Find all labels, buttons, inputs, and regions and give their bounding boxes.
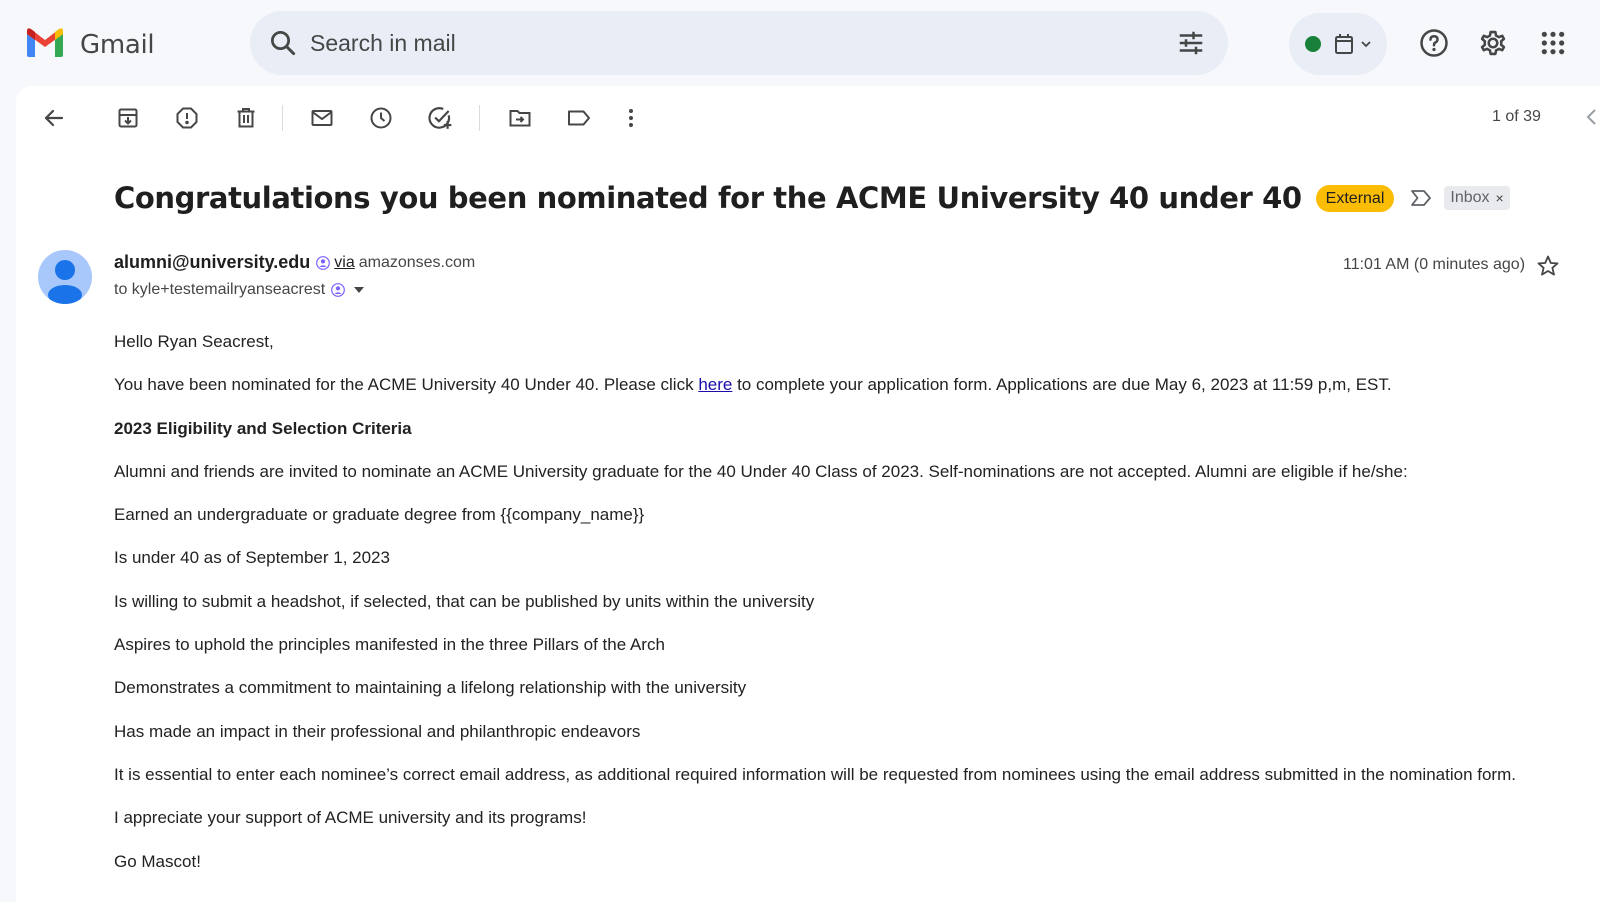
- search-input[interactable]: [310, 11, 1110, 75]
- nomination-text-end: to complete your application form. Applications are due May 6, 2023 at 11:59 p,m, EST.: [732, 375, 1392, 395]
- move-to-icon[interactable]: [502, 100, 538, 136]
- pagination-text: 1 of 39: [1492, 108, 1541, 125]
- signoff: Go Mascot!: [114, 851, 201, 871]
- message-timestamp: 11:01 AM (0 minutes ago): [1343, 256, 1526, 273]
- via-link[interactable]: via: [334, 253, 355, 271]
- toolbar-divider: [479, 105, 480, 131]
- search-icon[interactable]: [268, 28, 298, 63]
- via-domain: amazonses.com: [358, 253, 476, 271]
- report-spam-icon[interactable]: [169, 100, 205, 136]
- toolbar-divider: [282, 105, 283, 131]
- chevron-left-icon[interactable]: [1584, 106, 1598, 133]
- message-body: [114, 332, 1574, 895]
- email-subject: Congratulations you been nominated for the ACME University 40 under 40: [114, 181, 1302, 215]
- sender-email[interactable]: alumni@university.edu: [114, 252, 311, 272]
- gear-icon[interactable]: [1475, 25, 1511, 61]
- inbox-label-text: Inbox: [1450, 189, 1490, 206]
- greeting: Hello Ryan Seacrest,: [114, 332, 274, 351]
- verified-icon: [316, 256, 330, 270]
- recipient-text: to kyle+testemailryanseacrest: [114, 281, 326, 298]
- mark-unread-icon[interactable]: [304, 100, 340, 136]
- eligibility-intro: Alumni and friends are invited to nominate an ACME University graduate for the 40 Under 40 Class of 2023. Self-nominations are not accepted. Alumni are eligible if he/she:: [114, 461, 1408, 481]
- criteria-item: Earned an undergraduate or graduate degree from {{company_name}}: [114, 505, 645, 525]
- thanks-line: I appreciate your support of ACME university and its programs!: [114, 808, 587, 828]
- remove-label-button[interactable]: ×: [1495, 190, 1504, 206]
- gmail-logo-icon: [24, 26, 66, 63]
- snooze-icon[interactable]: [363, 100, 399, 136]
- status-selector[interactable]: [1289, 13, 1387, 75]
- criteria-heading: 2023 Eligibility and Selection Criteria: [114, 418, 412, 438]
- search-bar[interactable]: [250, 11, 1228, 75]
- application-form-link[interactable]: here: [698, 375, 733, 395]
- filter-icon[interactable]: [1176, 28, 1206, 63]
- archive-icon[interactable]: [110, 100, 146, 136]
- criteria-item: Has made an impact in their professional and philanthropic endeavors: [114, 721, 641, 741]
- chevron-down-icon: [1359, 37, 1373, 56]
- top-header: [0, 0, 1600, 86]
- status-active-dot: [1305, 36, 1321, 52]
- delete-icon[interactable]: [228, 100, 264, 136]
- help-icon[interactable]: [1416, 25, 1452, 61]
- more-vert-icon[interactable]: [613, 100, 649, 136]
- criteria-item: Is willing to submit a headshot, if selected, that can be published by units within the university: [114, 591, 815, 611]
- external-badge: External: [1316, 185, 1395, 212]
- recipient-line: [114, 281, 365, 299]
- gmail-wordmark: Gmail: [80, 29, 155, 60]
- sender-line: [114, 252, 475, 273]
- label-icon[interactable]: [561, 100, 597, 136]
- message-toolbar: [16, 86, 1600, 148]
- calendar-icon: [1333, 32, 1355, 61]
- verified-icon: [331, 283, 345, 297]
- add-task-icon[interactable]: [422, 100, 458, 136]
- criteria-item: Is under 40 as of September 1, 2023: [114, 548, 390, 568]
- nomination-paragraph: [114, 375, 1574, 395]
- nomination-text-start: You have been nominated for the ACME University 40 Under 40. Please click: [114, 375, 699, 395]
- message-view: [16, 86, 1600, 902]
- subject-row: [114, 178, 1510, 218]
- apps-grid-icon[interactable]: [1535, 25, 1571, 61]
- criteria-item: Demonstrates a commitment to maintaining a lifelong relationship with the university: [114, 678, 747, 698]
- important-marker-icon[interactable]: [1410, 188, 1432, 208]
- avatar[interactable]: [38, 250, 92, 304]
- gmail-logo[interactable]: [24, 26, 154, 63]
- inbox-label-chip: [1444, 186, 1509, 210]
- email-accuracy-note: It is essential to enter each nominee’s correct email address, as additional required information will be requested from nominees using the email address submitted in the nomination form.: [114, 764, 1516, 784]
- star-icon[interactable]: [1534, 252, 1562, 280]
- recipient-details-dropdown-icon[interactable]: [353, 286, 365, 294]
- back-arrow-icon[interactable]: [36, 100, 72, 136]
- criteria-item: Aspires to uphold the principles manifested in the three Pillars of the Arch: [114, 635, 665, 655]
